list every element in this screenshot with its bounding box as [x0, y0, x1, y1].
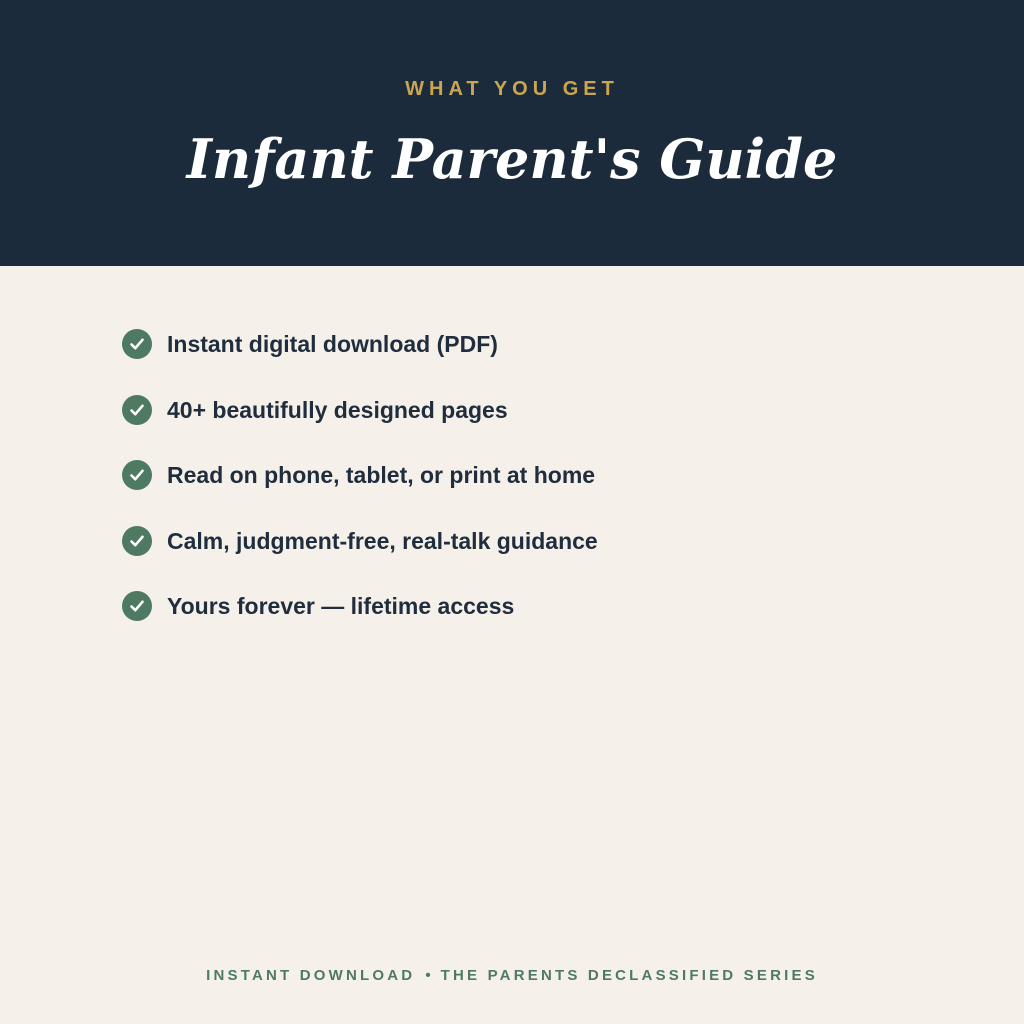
- feature-text: Yours forever — lifetime access: [167, 593, 515, 619]
- feature-text: 40+ beautifully designed pages: [167, 396, 508, 423]
- feature-item: [122, 324, 598, 364]
- feature-item: [122, 455, 598, 495]
- feature-text: Instant digital download (PDF): [167, 331, 498, 357]
- feature-list: [122, 324, 598, 652]
- feature-item: [122, 521, 598, 561]
- feature-text: Calm, judgment-free, real-talk guidance: [167, 527, 598, 554]
- feature-text: Read on phone, tablet, or print at home: [167, 462, 596, 488]
- page-title: Infant Parent's Guide: [186, 127, 838, 191]
- check-circle-icon: [122, 591, 152, 621]
- check-circle-icon: [122, 526, 152, 556]
- footer-separator: •: [425, 967, 431, 984]
- check-circle-icon: [122, 460, 152, 490]
- feature-item: [122, 390, 598, 430]
- footer-tagline: [0, 966, 1024, 986]
- header-banner: [0, 0, 1024, 266]
- footer-right-label: THE PARENTS DECLASSIFIED SERIES: [440, 967, 818, 984]
- feature-item: [122, 586, 598, 626]
- eyebrow-label: WHAT YOU GET: [405, 78, 619, 100]
- footer-left-label: INSTANT DOWNLOAD: [206, 967, 416, 984]
- check-circle-icon: [122, 395, 152, 425]
- check-circle-icon: [122, 329, 152, 359]
